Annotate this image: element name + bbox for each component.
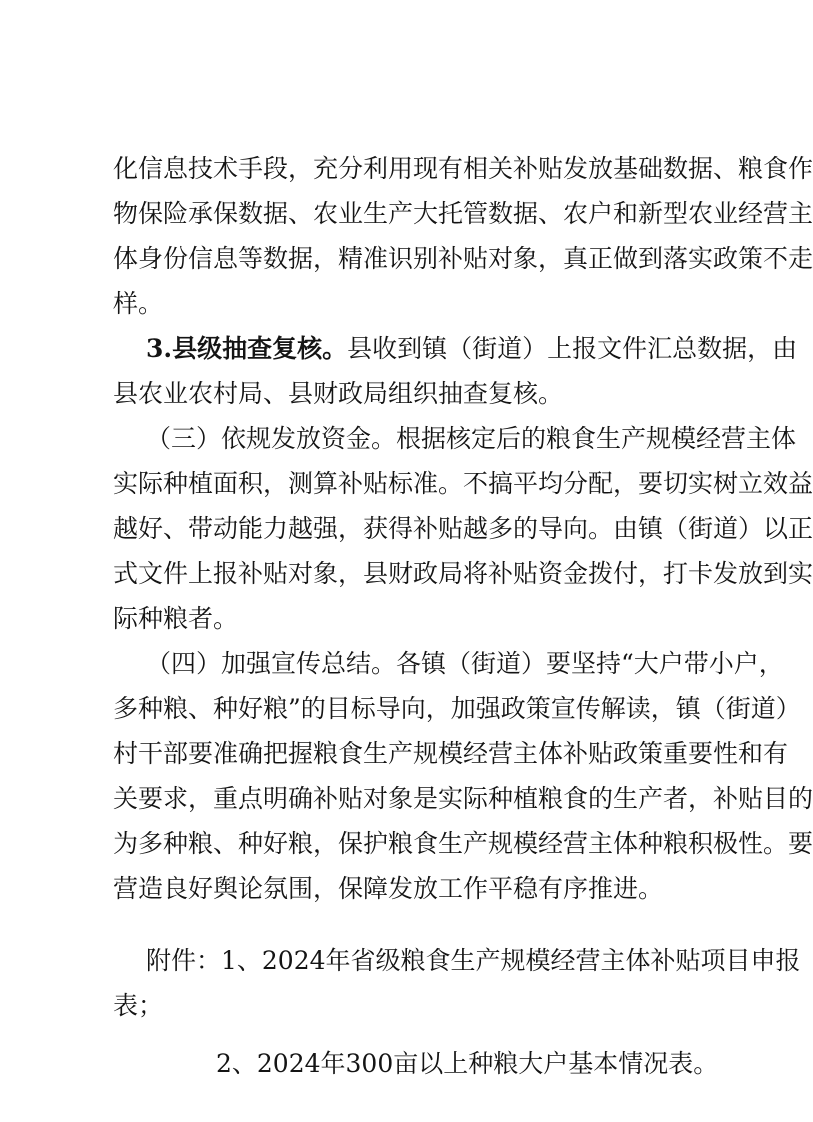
body-line: 化信息技术手段，充分利用现有相关补贴发放基础数据、粮食作 [113,154,813,183]
body-line: 越好、带动能力越强，获得补贴越多的导向。由镇（街道）以正 [113,514,813,543]
section-3-heading: 3.县级抽查复核。 [146,334,348,363]
body-line: 村干部要准确把握粮食生产规模经营主体补贴政策重要性和有 [113,739,789,768]
body-line: 多种粮、种好粮”的目标导向，加强政策宣传解读，镇（街道） [113,694,801,723]
section-3-heading-line [146,331,798,367]
body-line: 营造良好舆论氛围，保障发放工作平稳有序推进。 [113,874,664,903]
body-line: 实际种植面积，测算补贴标准。不搞平均分配，要切实树立效益 [113,469,813,498]
body-line: 县农业农村局、县财政局组织抽查复核。 [113,379,564,408]
body-line: 际种粮者。 [113,604,239,633]
attachment-1-continued: 表； [113,991,164,1020]
section-3-text: 县收到镇（街道）上报文件汇总数据，由 [347,334,798,363]
attachment-1-line: 附件：1、2024年省级粮食生产规模经营主体补贴项目申报 [146,946,801,975]
body-line: 为多种粮、种好粮，保护粮食生产规模经营主体种粮积极性。要 [113,829,813,858]
body-line: 样。 [113,289,164,318]
body-line: 物保险承保数据、农业生产大托管数据、农户和新型农业经营主 [113,199,813,228]
body-line: 式文件上报补贴对象，县财政局将补贴资金拨付，打卡发放到实 [113,559,813,588]
body-line: 体身份信息等数据，精准识别补贴对象，真正做到落实政策不走 [113,244,813,273]
section-three-heading-line: （三）依规发放资金。根据核定后的粮食生产规模经营主体 [146,424,797,453]
attachment-2-line: 2、2024年300亩以上种粮大户基本情况表。 [216,1049,719,1078]
body-line: 关要求，重点明确补贴对象是实际种植粮食的生产者，补贴目的 [113,784,813,813]
section-four-heading-line: （四）加强宣传总结。各镇（街道）要坚持“大户带小户， [146,649,784,678]
